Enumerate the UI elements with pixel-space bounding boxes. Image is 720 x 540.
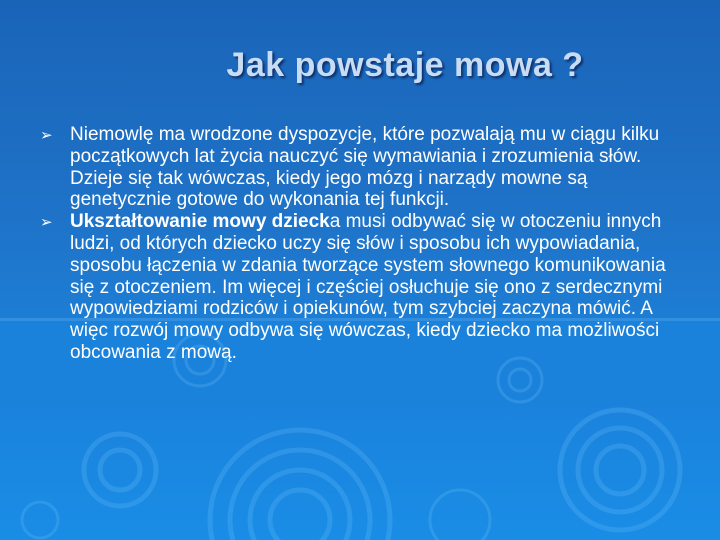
bullet-item bbox=[40, 211, 690, 364]
bullet-lead-bold: Ukształtowanie mowy dzieck bbox=[70, 211, 330, 233]
lower-background-glow bbox=[0, 400, 720, 540]
slide-title: Jak powstaje mowa ? bbox=[226, 46, 584, 84]
bullet-text: a musi odbywać się w otoczeniu innych ludzi, od których dziecko uczy się słów i sposobu ich wypowiadania, sposobu łączenia w zdania tworzące system słownego komunikowania się z otoczeniem. Im więcej i częściej osłuchuje się ono z serdecznymi wypowiedziami rodziców i opiekunów, tym szybciej zaczyna mówić. A więc rozwój mowy odbywa się wówczas, kiedy dziecko ma możliwości obcowania z mową. bbox=[70, 211, 666, 363]
bullet-list bbox=[40, 124, 690, 364]
bullet-text: Niemowlę ma wrodzone dyspozycje, które pozwalają mu w ciągu kilku początkowych lat życia nauczyć się wymawiania i zrozumienia słów. Dzieje się tak wówczas, kiedy jego mózg i narządy mowne są genetycznie gotowe do wykonania tej funkcji. bbox=[70, 124, 660, 211]
arrowhead-bullet-icon: ➢ bbox=[40, 213, 53, 232]
bullet-item bbox=[40, 124, 690, 211]
arrowhead-bullet-icon: ➢ bbox=[40, 126, 53, 144]
